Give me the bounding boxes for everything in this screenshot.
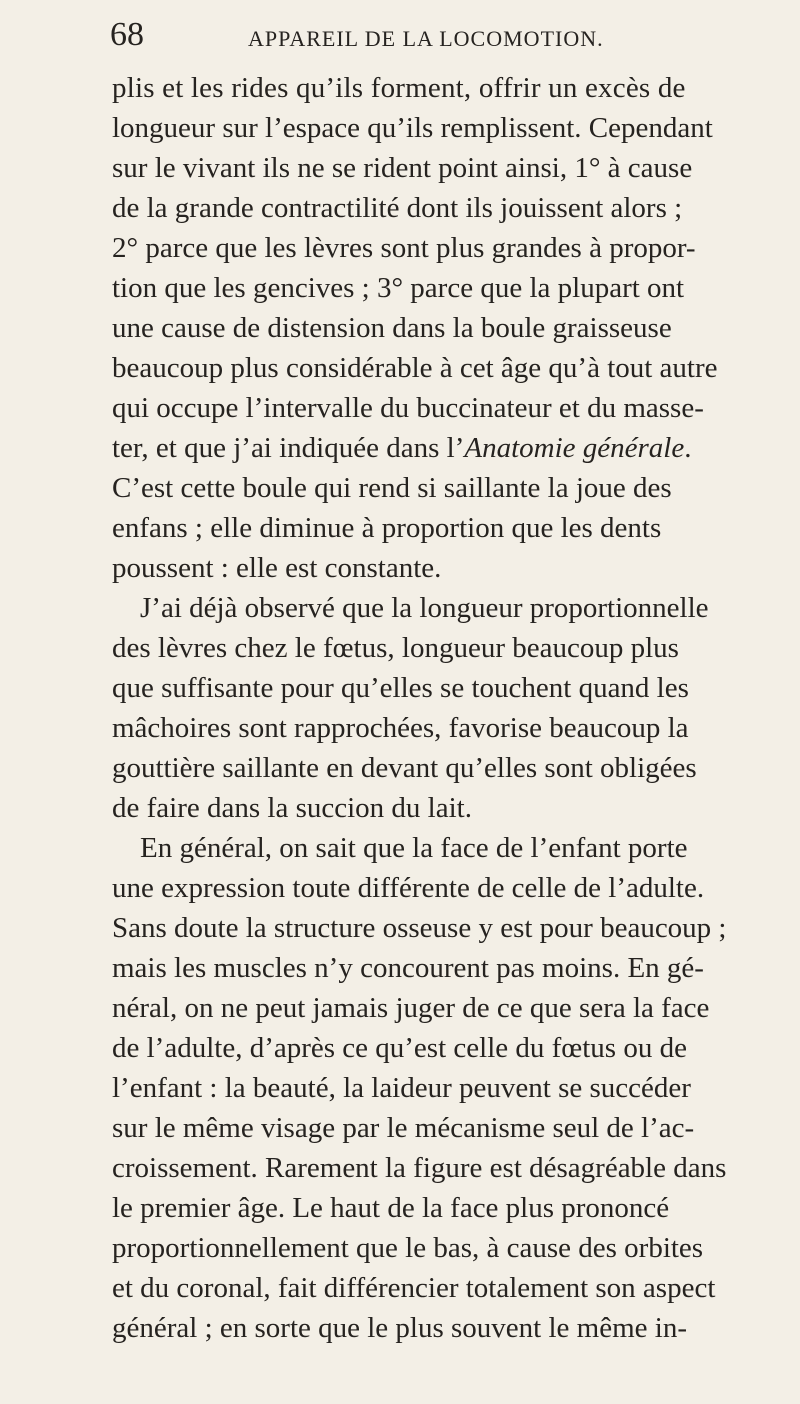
text-segment: plis et les rides qu’ils forment, offrir un excès de <box>112 72 686 104</box>
text-segment: sur le même visage par le mécanisme seul de l’ac- <box>112 1112 695 1144</box>
text-segment: et du coronal, fait différencier totalement son aspect <box>112 1272 716 1304</box>
text-segment: ter, et que j’ai indiquée dans l’ <box>112 432 465 464</box>
body-text <box>112 68 782 1348</box>
text-segment: poussent : elle est constante. <box>112 552 442 584</box>
text-segment: de la grande contractilité dont ils jouissent alors ; <box>112 192 683 224</box>
text-line <box>112 548 782 588</box>
text-segment: des lèvres chez le fœtus, longueur beaucoup plus <box>112 632 679 664</box>
text-line <box>112 148 782 188</box>
text-segment: qui occupe l’intervalle du buccinateur et du masse- <box>112 392 704 424</box>
text-line <box>112 1108 782 1148</box>
text-segment: J’ai déjà observé que la longueur proportionnelle <box>140 592 709 624</box>
text-line <box>112 708 782 748</box>
text-line <box>112 188 782 228</box>
text-line <box>112 1068 782 1108</box>
text-segment: C’est cette boule qui rend si saillante la joue des <box>112 472 672 504</box>
text-line <box>112 748 782 788</box>
text-line <box>112 668 782 708</box>
text-line <box>112 788 782 828</box>
text-segment: longueur sur l’espace qu’ils remplissent. Cependant <box>112 112 713 144</box>
text-segment: 2° parce que les lèvres sont plus grandes à propor- <box>112 232 696 264</box>
text-segment: proportionnellement que le bas, à cause des orbites <box>112 1232 704 1264</box>
text-segment: sur le vivant ils ne se rident point ainsi, 1° à cause <box>112 152 693 184</box>
text-segment: l’enfant : la beauté, la laideur peuvent se succéder <box>112 1072 691 1104</box>
running-head: APPAREIL DE LA LOCOMOTION. <box>248 26 604 51</box>
text-segment: tion que les gencives ; 3° parce que la plupart ont <box>112 272 685 304</box>
text-segment: mais les muscles n’y concourent pas moins. En gé- <box>112 952 704 984</box>
text-line <box>112 828 782 868</box>
text-line <box>112 228 782 268</box>
text-line <box>112 508 782 548</box>
text-line <box>112 68 782 108</box>
text-line <box>112 868 782 908</box>
text-segment: mâchoires sont rapprochées, favorise beaucoup la <box>112 712 689 744</box>
text-segment: général ; en sorte que le plus souvent le même in- <box>112 1312 687 1344</box>
text-segment: de l’adulte, d’après ce qu’est celle du fœtus ou de <box>112 1032 687 1064</box>
text-segment: enfans ; elle diminue à proportion que les dents <box>112 512 662 544</box>
page-number: 68 <box>110 16 144 53</box>
text-line <box>112 388 782 428</box>
text-segment: une expression toute différente de celle de l’adulte. <box>112 872 705 904</box>
text-segment: gouttière saillante en devant qu’elles sont obligées <box>112 752 697 784</box>
text-line <box>112 1228 782 1268</box>
text-segment: croissement. Rarement la figure est désagréable dans <box>112 1152 727 1184</box>
text-line <box>112 1148 782 1188</box>
text-line <box>112 1028 782 1068</box>
text-line <box>112 428 782 468</box>
text-segment: le premier âge. Le haut de la face plus prononcé <box>112 1192 670 1224</box>
page-header <box>110 14 710 54</box>
text-line <box>112 348 782 388</box>
text-segment: une cause de distension dans la boule graisseuse <box>112 312 672 344</box>
text-line <box>112 948 782 988</box>
text-line <box>112 468 782 508</box>
text-line <box>112 908 782 948</box>
italic-title: Anatomie générale <box>464 432 685 464</box>
text-segment: que suffisante pour qu’elles se touchent quand les <box>112 672 689 704</box>
text-line <box>112 628 782 668</box>
text-segment: néral, on ne peut jamais juger de ce que sera la face <box>112 992 710 1024</box>
text-line <box>112 1188 782 1228</box>
text-segment-after: . <box>684 432 692 464</box>
text-segment: Sans doute la structure osseuse y est pour beaucoup ; <box>112 912 727 944</box>
text-line <box>112 308 782 348</box>
text-line <box>112 1268 782 1308</box>
text-segment: En général, on sait que la face de l’enfant porte <box>140 832 688 864</box>
text-line <box>112 988 782 1028</box>
text-line <box>112 108 782 148</box>
text-segment: de faire dans la succion du lait. <box>112 792 472 824</box>
text-line <box>112 588 782 628</box>
text-line <box>112 1308 782 1348</box>
text-segment: beaucoup plus considérable à cet âge qu’à tout autre <box>112 352 718 384</box>
text-line <box>112 268 782 308</box>
